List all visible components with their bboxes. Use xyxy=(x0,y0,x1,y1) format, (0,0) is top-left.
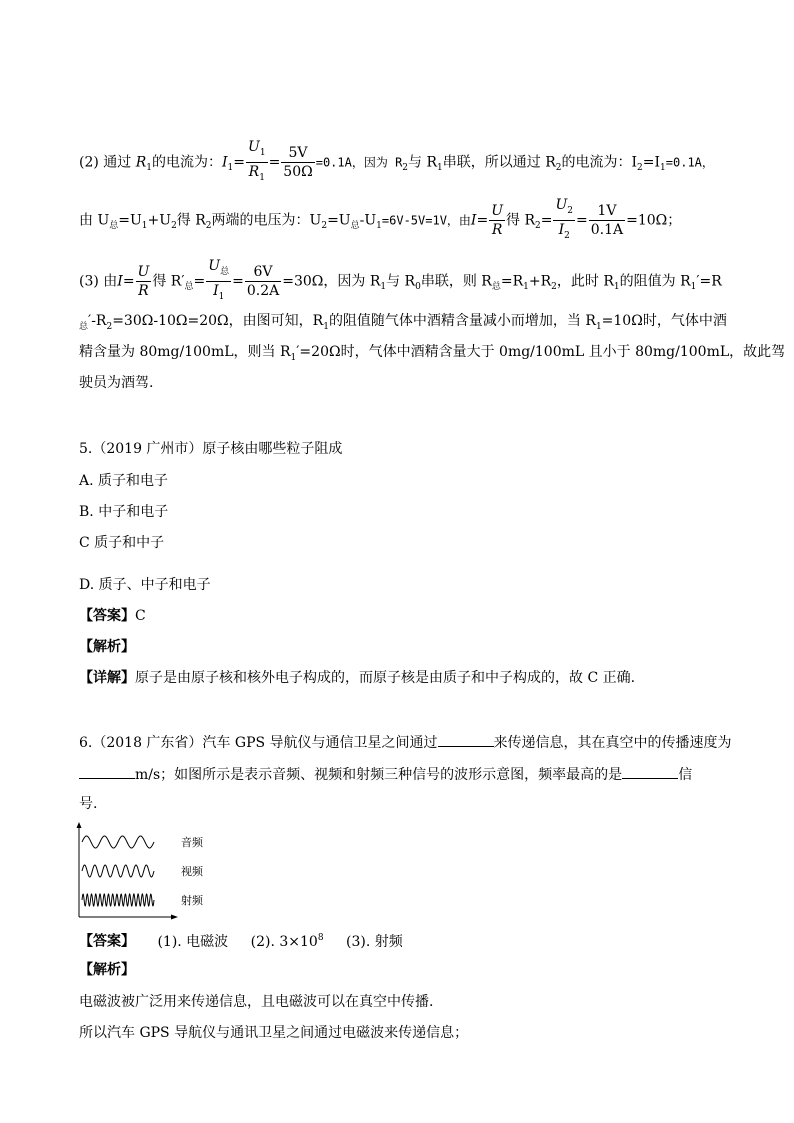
q5-stem: 5.（2019 广州市）原子核由哪些粒子阻成 xyxy=(79,441,343,457)
x-axis-arrow xyxy=(171,915,178,920)
fraction-6v-over-0.2a: $\frac{6V}{0.2A}$ xyxy=(246,263,280,299)
audio-wave-label: 音频 xyxy=(181,837,203,849)
q6-analysis-tag: 【解析】 xyxy=(79,962,135,978)
q5-option-d: D. 质子、中子和电子 xyxy=(79,577,211,593)
q4-part3-line1: (3) 由I= $\frac{U}{R}$ 得 $R'_总=$ $\frac{U_总}{I_1}$ = $\frac{6V}{0.2A}$ =30Ω，因为 $R_1$与 $R_0$串联，则 $R_总=R_1+R_2$，此时 $R_1$的阻值为 $R_1'=R$ xyxy=(79,257,722,306)
answer-blank-2 xyxy=(79,764,135,779)
fraction-u2-over-i2: $\frac{U_2}{I_2}$ xyxy=(555,197,574,241)
fraction-ohms-law-2: $\frac{U}{R}$ xyxy=(137,263,150,299)
q4-part3-line3: 精含量为 80mg/100mL，则当 $R_1'=20\Omega$时，气体中酒精含量大于 0mg/100mL 且小于 80mg/100mL，故此驾 xyxy=(79,344,786,363)
q5-option-c: C 质子和中子 xyxy=(79,535,165,551)
q6-stem-line3: 号. xyxy=(79,796,98,812)
rf-wave xyxy=(82,894,154,906)
fraction-u1-over-r1: $\frac{U_1}{R_1}$ xyxy=(248,139,266,183)
audio-wave xyxy=(82,836,154,848)
fraction-1v-over-0.1a: $\frac{1V}{0.1A}$ xyxy=(590,202,624,238)
q4-part2-line2: 由 $U_总=U_1+U_2$得 $R_2$两端的电压为：$U_2=U_总-U_1=6V-5V=1V$，由I= $\frac{U}{R}$ 得 $R_2=$ $\frac{U_2}{I_2}$ = $\frac{1V}{0.1A}$ =10Ω； xyxy=(79,196,681,245)
q4-part2-line1: (2) 通过 $R_1$的电流为：$I_1=$ $\frac{U_1}{R_1}$ = $\frac{5V}{50\Omega}$ =0.1A，因为 $R_2$与 $R_1$串联，所以通过 $R_2$的电流为：$I_2=I_1=0.1A$， xyxy=(79,138,714,187)
q5-analysis-tag: 【解析】 xyxy=(79,639,135,655)
q5-answer: 【答案】C xyxy=(79,608,146,624)
fraction-ohms-law: $\frac{U}{R}$ xyxy=(491,202,503,238)
q5-option-a: A. 质子和电子 xyxy=(79,473,169,489)
q6-answer: 【答案】 (1). 电磁波 (2). $3\times 10^8$ (3). 射频 xyxy=(79,933,403,950)
q6-stem-line1: 6.（2018 广东省）汽车 GPS 导航仪与通信卫星之间通过 来传递信息，其在真空中的传播速度为 xyxy=(79,732,732,752)
answer-blank-3 xyxy=(622,764,678,779)
q4-part3-line4: 驶员为酒驾. xyxy=(79,375,154,391)
y-axis-arrow xyxy=(77,822,82,828)
q4-part3-line2: $_总'-R_2=30\Omega-10\Omega=20\Omega$，由图可知，$R_1$的阻值随气体中酒精含量减小而增加，当 $R_1=10\Omega$时，气体中酒 xyxy=(79,313,727,332)
video-wave-label: 视频 xyxy=(181,866,203,878)
q5-detail: 【详解】原子是由原子核和核外电子构成的，而原子核是由质子和中子构成的，故 C 正确. xyxy=(79,670,636,686)
fraction-5v-over-50ohm: $\frac{5V}{50\Omega}$ xyxy=(283,144,313,180)
q6-analysis-line2: 所以汽车 GPS 导航仪与通讯卫星之间通过电磁波来传递信息； xyxy=(79,1025,469,1041)
video-wave xyxy=(82,865,154,877)
q6-analysis-line1: 电磁波被广泛用来传递信息，且电磁波可以在真空中传播. xyxy=(79,994,434,1010)
rf-wave-label: 射频 xyxy=(181,895,203,907)
q5-option-b: B. 中子和电子 xyxy=(79,504,169,520)
fraction-utotal-over-i1: $\frac{U_总}{I_1}$ xyxy=(208,258,230,302)
waveform-diagram xyxy=(74,822,234,920)
answer-blank-1 xyxy=(438,732,494,747)
q6-stem-line2: m/s；如图所示是表示音频、视频和射频三种信号的波形示意图，频率最高的是 信 xyxy=(79,764,692,784)
